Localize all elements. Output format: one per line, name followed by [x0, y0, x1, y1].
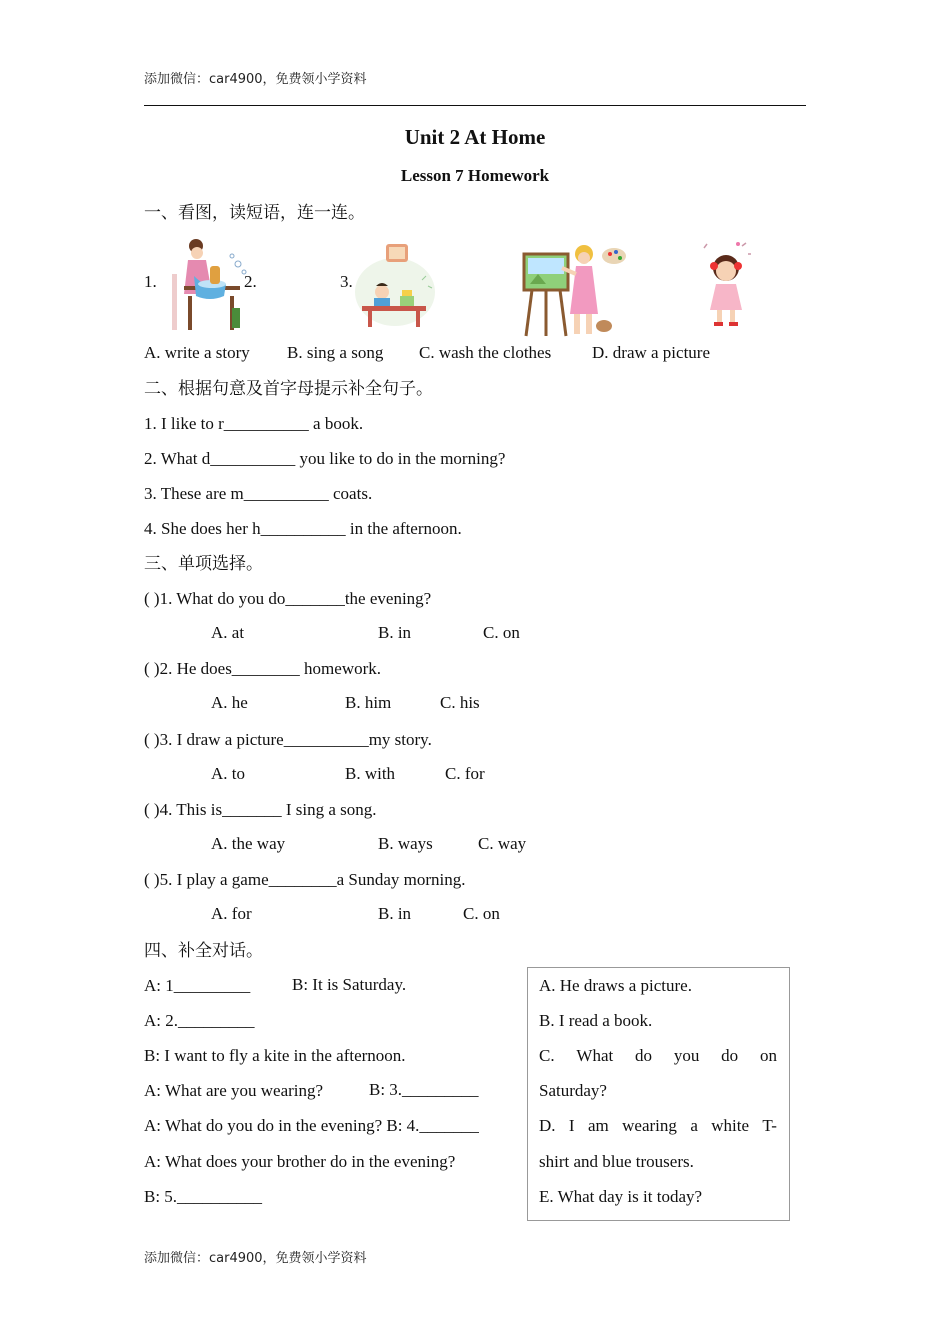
page-subtitle: Lesson 7 Homework	[400, 166, 550, 185]
box-c-word: you	[673, 1046, 700, 1065]
box-option-c-line1	[539, 1045, 777, 1067]
box-d-word: white	[711, 1116, 750, 1135]
choice-3-option-a: A. to	[211, 764, 245, 783]
choice-2-option-c: C. his	[440, 693, 480, 712]
choice-5-option-c: C. on	[463, 904, 500, 923]
header-note: 添加微信：car4900，免费领小学资料	[144, 72, 367, 87]
picture-number-2: 2.	[244, 272, 257, 291]
washing-clothes-picture	[170, 236, 254, 332]
page-title: Unit 2 At Home	[404, 125, 546, 149]
choice-question-4: ( )4. This is_______ I sing a song.	[144, 800, 377, 819]
fill-sentence-1: 1. I like to r__________ a book.	[144, 414, 364, 433]
option-wash-clothes: C. wash the clothes	[419, 343, 552, 362]
choice-question-1: ( )1. What do you do_______the evening?	[144, 589, 432, 608]
box-c-word: do	[721, 1046, 739, 1065]
fill-sentence-2: 2. What d__________ you like to do in the morning?	[144, 449, 506, 468]
box-d-word: am	[587, 1116, 609, 1135]
box-option-e: E. What day is it today?	[539, 1187, 703, 1206]
choice-4-option-b: B. ways	[378, 834, 433, 853]
dialog-line-1b: B: It is Saturday.	[292, 975, 407, 994]
header-rule	[144, 105, 806, 106]
writing-story-picture	[352, 240, 438, 332]
box-option-d-line2: shirt and blue trousers.	[539, 1152, 694, 1171]
choice-4-option-c: C. way	[478, 834, 527, 853]
fill-sentence-3: 3. These are m__________ coats.	[144, 484, 373, 503]
option-draw-picture: D. draw a picture	[592, 343, 711, 362]
box-c-word: on	[759, 1046, 777, 1065]
box-c-word: C.	[539, 1046, 555, 1065]
sing-song-picture	[698, 240, 754, 328]
box-option-d-line1	[539, 1115, 777, 1137]
box-d-word: D.	[539, 1116, 556, 1135]
box-c-word: What	[576, 1046, 614, 1065]
choice-1-option-a: A. at	[211, 623, 245, 642]
box-option-c-line2: Saturday?	[539, 1081, 607, 1100]
dialog-line-2: A: 2._________	[144, 1011, 255, 1030]
option-sing-song: B. sing a song	[287, 343, 384, 362]
box-option-b: B. I read a book.	[539, 1011, 653, 1030]
box-d-word: wearing	[622, 1116, 677, 1135]
choice-4-option-a: A. the way	[211, 834, 286, 853]
choice-5-option-a: A. for	[211, 904, 252, 923]
dialog-line-7: B: 5.__________	[144, 1187, 263, 1206]
dialog-line-4b: B: 3._________	[369, 1080, 479, 1099]
draw-picture-picture	[520, 240, 628, 338]
choice-question-3: ( )3. I draw a picture__________my story.	[144, 730, 432, 749]
picture-number-3: 3.	[340, 272, 353, 291]
picture-number-1: 1.	[144, 272, 157, 291]
choice-2-option-a: A. he	[211, 693, 248, 712]
choice-question-2: ( )2. He does________ homework.	[144, 659, 382, 678]
box-d-word: I	[568, 1116, 575, 1135]
box-c-word: do	[635, 1046, 653, 1065]
box-d-word: T-	[762, 1116, 777, 1135]
fill-sentence-4: 4. She does her h__________ in the afternoon.	[144, 519, 462, 538]
box-option-a: A. He draws a picture.	[539, 976, 692, 995]
dialog-line-3: B: I want to fly a kite in the afternoon.	[144, 1046, 406, 1065]
choice-2-option-b: B. him	[345, 693, 392, 712]
dialog-line-5: A: What do you do in the evening? B: 4._______	[144, 1116, 479, 1135]
option-write-story: A. write a story	[144, 343, 250, 362]
choice-question-5: ( )5. I play a game________a Sunday morning.	[144, 870, 466, 889]
choice-3-option-b: B. with	[345, 764, 396, 783]
section2-heading: 二、根据句意及首字母提示补全句子。	[144, 379, 433, 399]
choice-1-option-b: B. in	[378, 623, 412, 642]
choice-1-option-c: C. on	[483, 623, 520, 642]
choice-5-option-b: B. in	[378, 904, 412, 923]
footer-note: 添加微信：car4900，免费领小学资料	[144, 1251, 367, 1266]
choice-3-option-c: C. for	[445, 764, 485, 783]
section1-heading: 一、看图，读短语，连一连。	[144, 203, 365, 223]
dialog-line-4a: A: What are you wearing?	[144, 1081, 324, 1100]
section4-heading: 四、补全对话。	[144, 941, 263, 961]
dialog-line-1a: A: 1_________	[144, 976, 251, 995]
box-d-word: a	[690, 1116, 698, 1135]
section3-heading: 三、单项选择。	[144, 554, 263, 574]
dialog-line-6: A: What does your brother do in the evening?	[144, 1152, 456, 1171]
